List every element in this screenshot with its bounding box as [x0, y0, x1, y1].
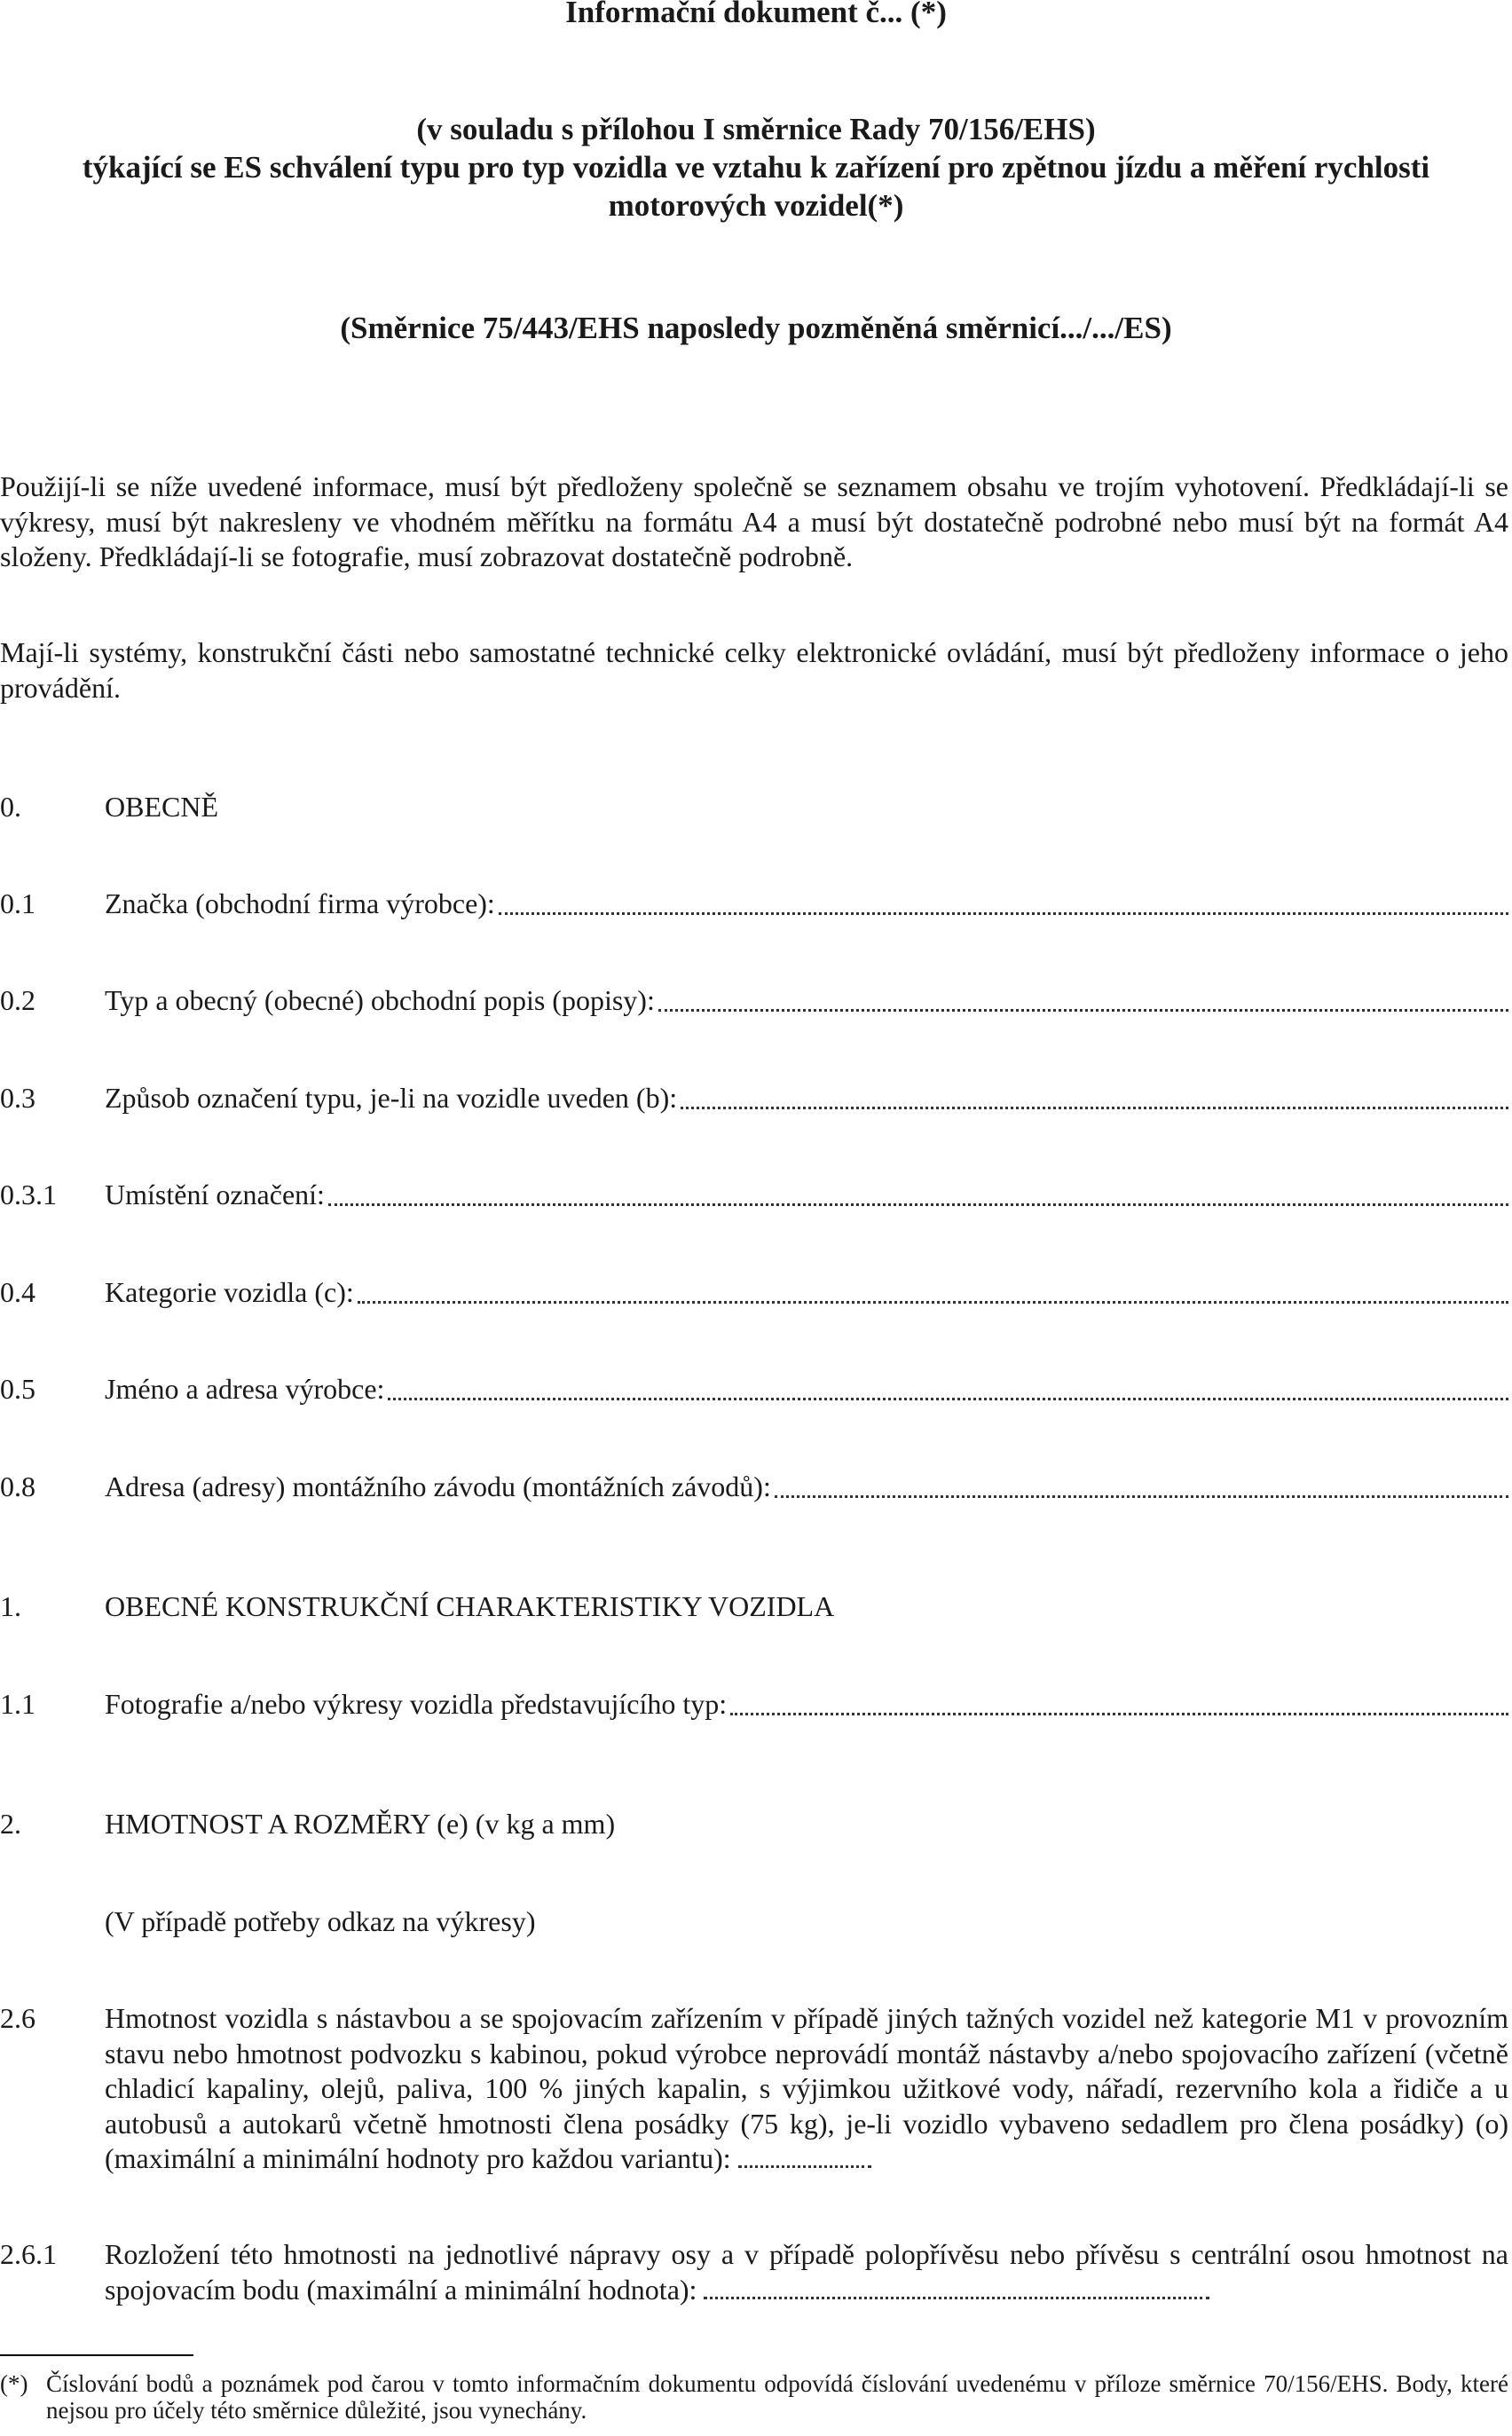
field-number: 0.8	[0, 1470, 35, 1502]
section-note: (V případě potřeby odkaz na výkresy)	[105, 1905, 536, 1937]
subtitle-line-3: motorových vozidel(*)	[608, 188, 904, 223]
subtitle-line-1: (v souladu s přílohou I směrnice Rady 70/156/EHS)	[416, 112, 1096, 146]
section-number: 2.	[0, 1808, 21, 1840]
field-number: 0.5	[0, 1373, 35, 1405]
section-title: OBECNĚ	[105, 791, 218, 823]
field-number: 2.6.1	[0, 2238, 57, 2270]
field-0-3-1	[0, 1178, 1508, 1213]
field-2-6	[0, 2001, 1508, 2179]
fill-in-leader[interactable]	[499, 912, 1508, 915]
footnote	[0, 2370, 1508, 2427]
footnote-separator	[0, 2354, 193, 2356]
fill-in-leader[interactable]	[704, 2297, 1209, 2299]
field-label: Umístění označení:	[105, 1179, 325, 1210]
field-label: Hmotnost vozidla s nástavbou a se spojovacím zařízením v případě jiných tažných vozidel než kategorie M1 v provozním stavu nebo hmotnost podvozku s kabinou, pokud výrobce neprovádí montáž nástavby a/nebo spojovacího zařízení (včetně chladicí kapaliny, olejů, paliva, 100 % jiných kapalin, s výjimkou užitkové vody, nářadí, rezervního kola a řidiče a u autobusů a autokarů včetně hmotnosti člena posádky (75 kg), je-li vozidlo vybaveno sedadlem pro člena posádky) (o) (maximální a minimální hodnoty pro každou variantu):	[105, 2002, 1508, 2174]
fill-in-leader[interactable]	[681, 1107, 1508, 1109]
field-0-4	[0, 1275, 1508, 1311]
field-number: 0.1	[0, 887, 35, 919]
fill-in-leader[interactable]	[730, 1713, 1508, 1715]
field-label: Kategorie vozidla (c):	[105, 1276, 354, 1308]
section-2-note	[0, 1904, 1508, 1940]
field-2-6-1	[0, 2237, 1508, 2308]
field-number: 0.3	[0, 1082, 35, 1114]
field-number: 1.1	[0, 1688, 35, 1720]
footnote-marker: (*)	[0, 2370, 28, 2397]
field-number: 0.2	[0, 984, 35, 1016]
fill-in-leader[interactable]	[738, 2165, 871, 2168]
field-number: 0.3.1	[0, 1179, 57, 1210]
section-title: OBECNÉ KONSTRUKČNÍ CHARAKTERISTIKY VOZIDLA	[105, 1590, 835, 1622]
field-0-2	[0, 983, 1508, 1019]
field-label: Adresa (adresy) montážního závodu (montážních závodů):	[105, 1470, 771, 1502]
section-1-heading	[0, 1589, 1508, 1625]
field-label: Jméno a adresa výrobce:	[105, 1373, 385, 1405]
fill-in-leader[interactable]	[775, 1495, 1508, 1498]
subtitle-line-2: týkající se ES schválení typu pro typ vozidla ve vztahu k zařízení pro zpětnou jízdu a měření rychlosti	[82, 150, 1430, 185]
field-label: Značka (obchodní firma výrobce):	[105, 887, 495, 919]
intro-paragraph-1: Použijí-li se níže uvedené informace, musí být předloženy společně se seznamem obsahu ve trojím vyhotovení. Předkládají-li se výkresy, musí být nakresleny ve vhodném měřítku na formátu A4 a musí být dostatečně podrobné nebo musí být na formát A4 složeny. Předkládají-li se fotografie, musí zobrazovat dostatečně podrobně.	[0, 470, 1508, 572]
section-title: HMOTNOST A ROZMĚRY (e) (v kg a mm)	[105, 1808, 616, 1840]
field-0-8	[0, 1470, 1508, 1505]
section-2-heading	[0, 1807, 1508, 1842]
field-0-3	[0, 1081, 1508, 1116]
directive-reference: (Směrnice 75/443/EHS naposledy pozměněná směrnicí.../.../ES)	[340, 311, 1172, 345]
section-number: 0.	[0, 791, 21, 823]
field-label: Fotografie a/nebo výkresy vozidla představujícího typ:	[105, 1688, 728, 1720]
field-number: 0.4	[0, 1276, 35, 1308]
fill-in-leader[interactable]	[358, 1301, 1508, 1304]
field-label: Typ a obecný (obecné) obchodní popis (popisy):	[105, 984, 655, 1016]
footnote-text: Číslování bodů a poznámek pod čarou v tomto informačním dokumentu odpovídá číslování uvedenému v příloze směrnice 70/156/EHS. Body, které nejsou pro účely této směrnice důležité, jsou vynechány.	[46, 2370, 1508, 2424]
field-number: 2.6	[0, 2002, 35, 2034]
field-0-1	[0, 887, 1508, 922]
section-number: 1.	[0, 1590, 21, 1622]
field-0-5	[0, 1372, 1508, 1407]
document-title: Informační dokument č... (*)	[565, 0, 947, 29]
field-label: Rozložení této hmotnosti na jednotlivé nápravy osy a v případě polopřívěsu nebo přívěsu s centrální osou hmotnost na spojovacím bodu (maximální a minimální hodnota):	[105, 2238, 1508, 2306]
section-0-heading	[0, 790, 1508, 825]
fill-in-leader[interactable]	[388, 1398, 1508, 1400]
field-label: Způsob označení typu, je-li na vozidle uveden (b):	[105, 1082, 678, 1114]
intro-paragraph-2: Mají-li systémy, konstrukční části nebo samostatné technické celky elektronické ovládání, musí být předloženy informace o jeho provádění.	[0, 636, 1508, 704]
field-1-1	[0, 1687, 1508, 1723]
fill-in-leader[interactable]	[658, 1009, 1508, 1012]
fill-in-leader[interactable]	[328, 1203, 1508, 1206]
